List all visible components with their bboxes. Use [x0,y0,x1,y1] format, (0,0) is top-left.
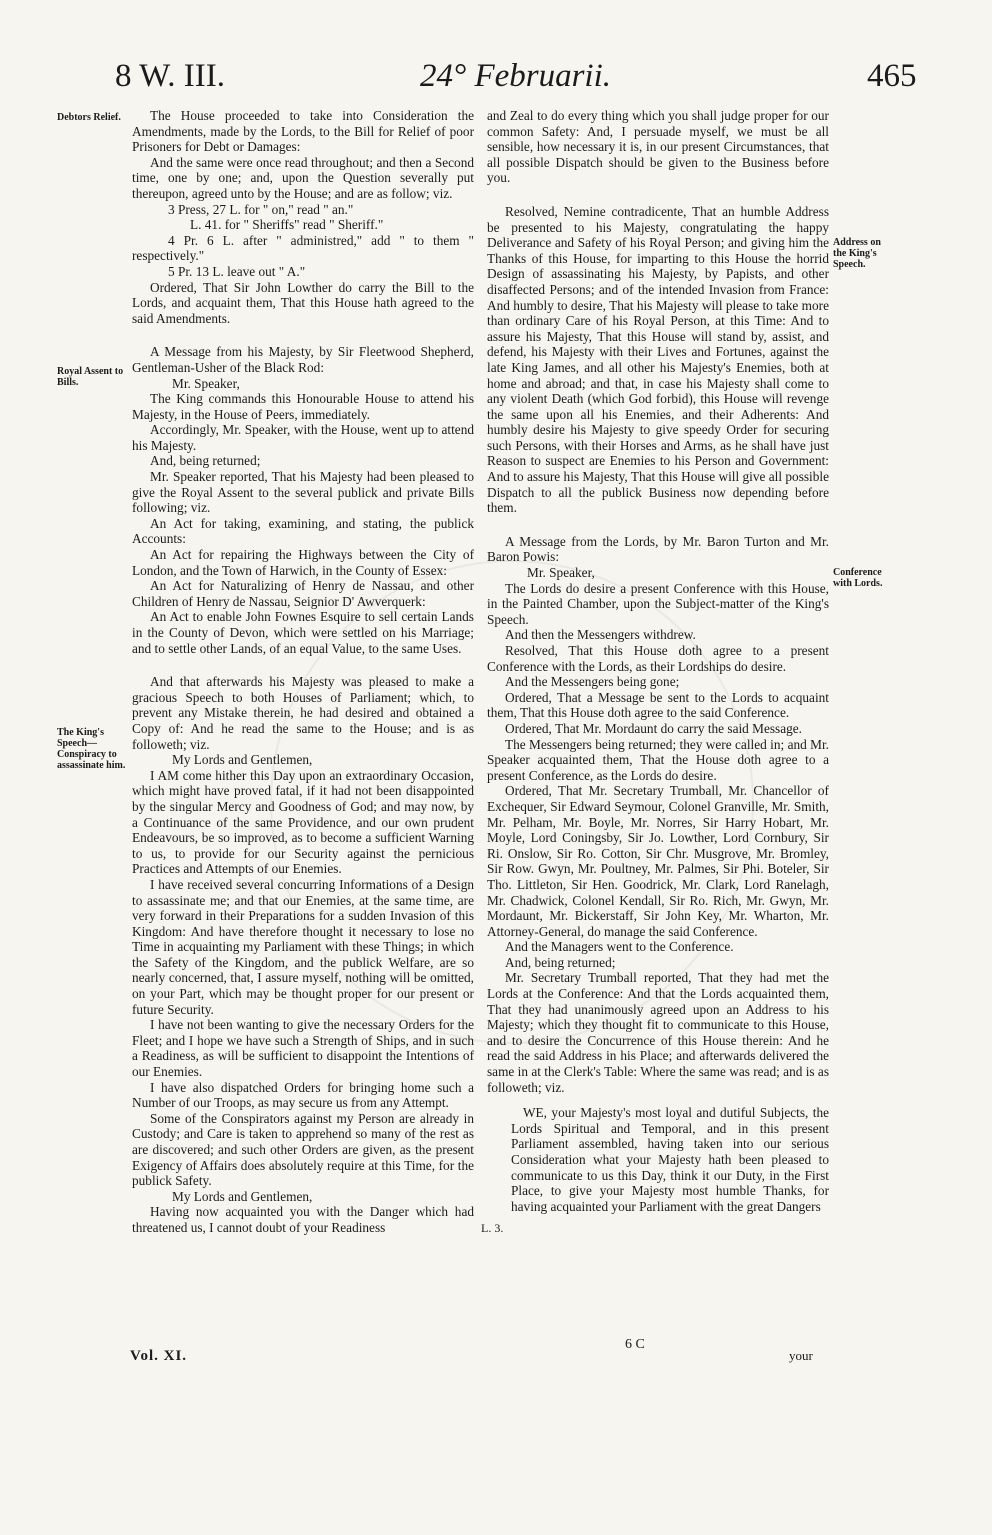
session-header: 8 W. III. [115,58,225,94]
volume-label: Vol. XI. [130,1348,188,1364]
paragraph: A Message from the Lords, by Mr. Baron Turton and Mr. Baron Powis: [487,533,829,565]
paragraph: Some of the Conspirators against my Person are already in Custody; and Care is taken to apprehend so many of the rest as are discovered; and such other Orders are given, as the present Exigency of Affairs does absolutely require at this Time, for the publick Safety. [132,1110,474,1189]
margin-note-royal-assent: Royal Assent to Bills. [57,366,124,388]
paragraph: And, being returned; [150,453,261,469]
paragraph: I have received several concurring Informations of a Design to assassinate me; and that our Enemies, at the same time, are very forward in their Preparations for a sudden Invasion of this Kingdom: And have therefore thought it necessary to lose no Time in acquainting my Parliament with these Things; in which the Safety of the Kingdom, and the publick Welfare, are so nearly concerned, that, I assure myself, nothing will be omitted, on your Part, which may be thought proper for our present or future Security. [132,876,474,1017]
paragraph: An Act for repairing the Highways between the City of London, and the Town of Harwich, in the County of Essex: [132,547,474,578]
paragraph: Mr. Secretary Trumball reported, That they had met the Lords at the Conference: And that the Lords acquainted them, That they had unanimously agreed upon an Address to his Majesty; which they thought fit to communicate to this House, and to desire the Concurrence of this House therein: And he read the said Address in his Place; and afterwards delivered the same in at the Clerk's Table: Where the same was read; and is as followeth; viz. [487,970,829,1095]
paragraph: Ordered, That Sir John Lowther do carry the Bill to the Lords, and acquaint them, That this House hath agreed to the said Amendments. [132,279,474,326]
paragraph: An Act to enable John Fownes Esquire to sell certain Lands in the County of Devon, which were settled on his Marriage; and to settle other Lands, of an equal Value, to the same Uses. [132,609,474,656]
paragraph: The Lords do desire a present Conference with this House, in the Painted Chamber, upon the Subject-matter of the King's Speech. [487,580,829,627]
margin-note-address: Address on the King's Speech. [833,237,881,270]
paragraph: Mr. Speaker, [527,565,595,581]
paragraph: Mr. Speaker, [172,375,240,391]
margin-note-conference: Conference with Lords. [833,567,883,589]
margin-note-debtors: Debtors Relief. [57,112,121,123]
paragraph: 3 Press, 27 L. for " on," read " an." [168,201,354,217]
paragraph: Resolved, That this House doth agree to a present Conference with the Lords, as their Lordships do desire. [487,643,829,674]
paragraph: 5 Pr. 13 L. leave out " A." [168,263,306,279]
signature-mark: 6 C [625,1337,645,1352]
paragraph: Mr. Speaker reported, That his Majesty had been pleased to give the Royal Assent to the several publick and private Bills following; viz. [132,469,474,516]
left-column [132,108,474,1236]
paragraph: Resolved, Nemine contradicente, That an humble Address be presented to his Majesty, congratulating the happy Deliverance and Safety of his Royal Person; and giving him the Thanks of this House, for imparting to this House the horrid Design of assassinating his Majesty, by Papists, and other disaffected Persons; and of the intended Invasion from France: And humbly to desire, That his Majesty will please to take more than ordinary Care of his Royal Person, at this Time: And to assure his Majesty, That this House will stand by, assist, and defend, his Majesty with their Lives and Fortunes, against the late King James, and all other his Majesty's Enemies, both at home and abroad; and that, in case his Majesty shall come to any violent Death (which God forbid), this House will revenge the same upon all his Enemies, and their Adherents: And humbly desire his Majesty to give speedy Order for securing such Persons, with their Horses and Arms, as he shall have just Reason to suspect are Enemies to his Person and Government: And to assure his Majesty, That this House will give all possible Dispatch to all the publick Business now depending before them. [487,203,829,516]
paragraph: I AM come hither this Day upon an extraordinary Occasion, which might have proved fatal, if it had not been disappointed by the singular Mercy and Goodness of God; and may now, by a Continuance of the same Providence, and our own prudent Endeavours, be so improved, as to become a sufficient Warning to us, to provide for our Security against the pernicious Practices and Attempts of our Enemies. [132,767,474,877]
paragraph: Ordered, That Mr. Mordaunt do carry the said Message. [505,720,803,736]
paragraph: An Act for Naturalizing of Henry de Nassau, and other Children of Henry de Nassau, Seignior D' Awverquerk: [132,578,474,609]
paragraph: and Zeal to do every thing which you shall judge proper for our common Safety: And, I persuade myself, we must be all sensible, how necessary it is, in our present Circumstances, that all possible Dispatch should be given to the Business before you. [487,108,829,186]
paragraph: And, being returned; [505,954,616,970]
paragraph: 4 Pr. 6 L. after " administred," add " to them " respectively." [132,232,474,264]
paragraph: And then the Messengers withdrew. [505,627,696,643]
paragraph: An Act for taking, examining, and stating, the publick Accounts: [132,515,474,547]
paragraph: And the Managers went to the Conference. [505,939,734,955]
lords-address: WE, your Majesty's most loyal and dutiful Subjects, the Lords Spiritual and Temporal, and in this present Parliament assembled, having taken into our serious Consideration what your Majesty hath been pleased to communicate to us this Day, think it our Duty, in the First Place, to give your Majesty most humble Thanks, for having acquainted your Parliament with the great Dangers [511,1105,829,1214]
line-marker: L. 3. [481,1221,504,1235]
paragraph: And that afterwards his Majesty was pleased to make a gracious Speech to both Houses of Parliament; which, to prevent any Mistake therein, he had desired and obtained a Copy of: And he read the same to the House; and is as followeth; viz. [132,674,474,752]
page-number: 465 [867,58,917,94]
paragraph: My Lords and Gentlemen, [172,1188,313,1204]
paragraph: The King commands this Honourable House to attend his Majesty, in the House of Peers, immediately. [132,391,474,422]
margin-note-kings-speech: The King's Speech—Conspiracy to assassinate him. [57,727,126,771]
paragraph: The House proceeded to take into Consideration the Amendments, made by the Lords, to the Bill for Relief of poor Prisoners for Debt or Damages: [132,108,474,155]
paragraph: I have not been wanting to give the necessary Orders for the Fleet; and I hope we have such a Strength of Ships, and in such a Readiness, as will be sufficient to disappoint the Intentions of our Enemies. [132,1017,474,1080]
paragraph: Having now acquainted you with the Danger which had threatened us, I cannot doubt of your Readiness [132,1204,474,1235]
paragraph: And the same were once read throughout; and then a Second time, one by one; and, upon the Question severally put thereupon, agreed unto by the House; and are as follow; viz. [132,154,474,201]
catchword: your [789,1348,813,1363]
paragraph: L. 41. for " Sheriffs" read " Sheriff." [190,217,384,233]
paragraph: And the Messengers being gone; [505,674,680,690]
paragraph: My Lords and Gentlemen, [172,752,313,768]
paragraph: I have also dispatched Orders for bringing home such a Number of our Troops, as may secure us from any Attempt. [132,1079,474,1111]
paragraph: Ordered, That a Message be sent to the Lords to acquaint them, That this House doth agree to the said Conference. [487,689,829,721]
paragraph: The Messengers being returned; they were called in; and Mr. Speaker acquainted them, That the House doth agree to a present Conference, as the Lords do desire. [487,736,829,783]
paragraph: Ordered, That Mr. Secretary Trumball, Mr. Chancellor of Exchequer, Sir Edward Seymour, Colonel Granville, Mr. Smith, Mr. Pelham, Mr. Boyle, Mr. Norres, Sir Harry Hobart, Mr. Moyle, Lord Coningsby, Sir Jo. Lowther, Lord Cornbury, Sir Ri. Onslow, Sir Ro. Cotton, Sir Chr. Musgrove, Mr. Bromley, Sir Row. Gwyn, Mr. Poultney, Mr. Palmes, Sir Phi. Boteler, Sir Tho. Littleton, Sir Hen. Goodrick, Mr. Clark, Lord Ranelagh, Mr. Chadwick, Colonel Kendall, Sir Ro. Rich, Mr. Gwyn, Mr. Mordaunt, Mr. Bickerstaff, Sir John Key, Mr. Wharton, Mr. Attorney-General, do manage the said Conference. [487,783,829,939]
right-column [487,108,829,1214]
paragraph: Accordingly, Mr. Speaker, with the House, went up to attend his Majesty. [132,422,474,453]
date-header: 24° Februarii. [420,58,612,94]
paragraph: A Message from his Majesty, by Sir Fleetwood Shepherd, Gentleman-Usher of the Black Rod: [132,344,474,375]
